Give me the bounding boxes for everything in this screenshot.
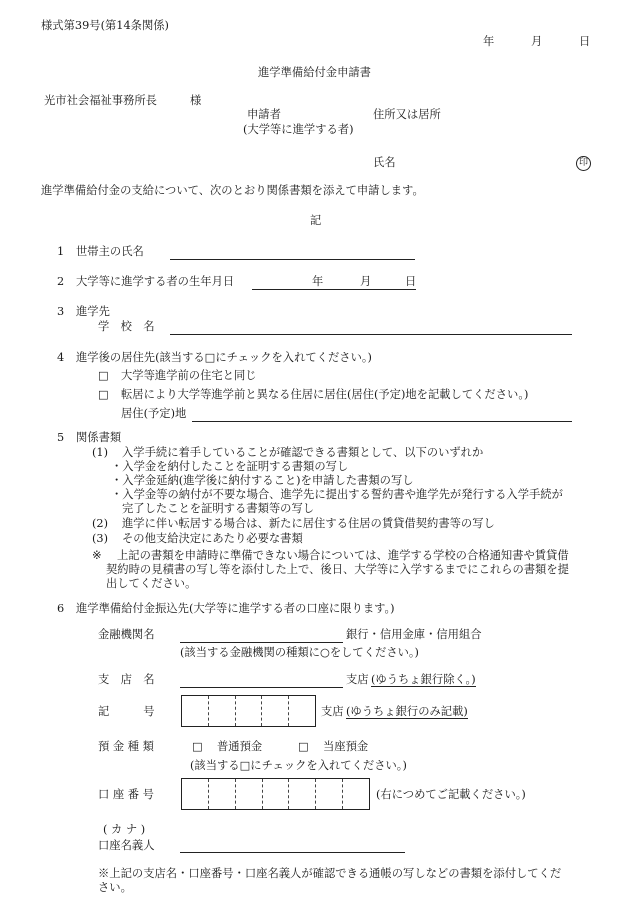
symbol-suffix: 支店 bbox=[321, 705, 344, 718]
item6-label: 進学準備給付金振込先(大学等に進学する者の口座に限ります。) bbox=[76, 602, 395, 615]
account-digit-cell[interactable] bbox=[263, 779, 290, 809]
item5-label: 関係書類 bbox=[76, 431, 122, 444]
current-deposit-checkbox[interactable]: □ bbox=[298, 740, 309, 753]
doc1-option-c: ・入学金等の納付が不要な場合、進学先に提出する誓約書や進学先が発行する入学手続が bbox=[111, 488, 563, 501]
note-line3: 出してください。 bbox=[106, 577, 197, 590]
branch-note: (ゆうちょ銀行除く。) bbox=[371, 673, 476, 686]
account-digit-cell[interactable] bbox=[236, 779, 263, 809]
date-month-label: 月 bbox=[531, 35, 543, 48]
account-digit-cell[interactable] bbox=[289, 779, 316, 809]
symbol-note: (ゆうちょ銀行のみ記載) bbox=[346, 705, 468, 718]
account-holder-label: 口座名義人 bbox=[98, 839, 155, 852]
bank-institution-note: (該当する金融機関の種類に○をしてください。) bbox=[180, 646, 419, 659]
holder-kana-label: ( カ ナ ) bbox=[103, 823, 146, 836]
symbol-digit-cell[interactable] bbox=[236, 696, 263, 726]
addressee-honorific: 様 bbox=[190, 94, 202, 107]
household-head-name-field[interactable] bbox=[170, 259, 415, 260]
item6-number: 6 bbox=[57, 602, 65, 615]
item4-number: 4 bbox=[57, 351, 65, 364]
item3-label: 進学先 bbox=[76, 305, 110, 318]
ordinary-deposit-label: 普通預金 bbox=[217, 740, 263, 753]
addressee-name: 光市社会福祉事務所長 bbox=[44, 94, 157, 107]
item4-label: 進学後の居住先(該当する□にチェックを入れてください。) bbox=[76, 351, 372, 364]
applicant-label: 申請者 bbox=[247, 108, 281, 121]
note-mark: ※ bbox=[92, 549, 102, 562]
symbol-digit-cell[interactable] bbox=[289, 696, 315, 726]
seal-mark: 印 bbox=[576, 156, 591, 171]
current-deposit-label: 当座預金 bbox=[323, 740, 369, 753]
account-number-note: (右につめてご記載ください。) bbox=[376, 788, 526, 801]
item3-number: 3 bbox=[57, 305, 65, 318]
school-name-field[interactable] bbox=[170, 334, 572, 335]
planned-residence-field[interactable] bbox=[192, 421, 572, 422]
note-line1: 上記の書類を申請時に準備できない場合については、進学する学校の合格通知書や賃貸借 bbox=[117, 549, 569, 562]
item1-number: 1 bbox=[57, 245, 65, 258]
symbol-digit-boxes[interactable] bbox=[181, 695, 316, 727]
ordinary-deposit-checkbox[interactable]: □ bbox=[192, 740, 203, 753]
symbol-digit-cell[interactable] bbox=[182, 696, 209, 726]
account-number-boxes[interactable] bbox=[181, 778, 370, 810]
doc2-number: (2) bbox=[92, 517, 109, 530]
birth-year-label: 年 bbox=[312, 275, 324, 288]
applicant-address-label: 住所又は居所 bbox=[373, 108, 441, 121]
account-holder-field[interactable] bbox=[180, 852, 405, 853]
date-year-label: 年 bbox=[483, 35, 495, 48]
branch-suffix: 支店 bbox=[346, 673, 369, 686]
residence-moved-checkbox[interactable]: □ bbox=[98, 388, 109, 401]
residence-same-checkbox[interactable]: □ bbox=[98, 369, 109, 382]
doc2-text: 進学に伴い転居する場合は、新たに居住する住居の賃貸借契約書等の写し bbox=[122, 517, 495, 530]
symbol-digit-cell[interactable] bbox=[209, 696, 236, 726]
account-digit-cell[interactable] bbox=[343, 779, 369, 809]
bank-institution-field[interactable] bbox=[180, 642, 343, 643]
birth-month-label: 月 bbox=[360, 275, 372, 288]
item1-label: 世帯主の氏名 bbox=[76, 245, 144, 258]
account-number-label: 口 座 番 号 bbox=[98, 788, 154, 801]
note-line2: 契約時の見積書の写し等を添付した上で、後日、大学等に入学するまでにこれらの書類を提 bbox=[106, 563, 569, 576]
symbol-label: 記 号 bbox=[98, 705, 155, 718]
ki-heading: 記 bbox=[310, 214, 322, 227]
bank-institution-label: 金融機関名 bbox=[98, 628, 155, 641]
branch-name-label: 支 店 名 bbox=[98, 673, 155, 686]
account-type-note: (該当する□にチェックを入れてください。) bbox=[190, 759, 407, 772]
doc1-number: (1) bbox=[92, 446, 109, 459]
school-name-label: 学 校 名 bbox=[98, 320, 155, 333]
symbol-digit-cell[interactable] bbox=[262, 696, 289, 726]
doc3-number: (3) bbox=[92, 532, 109, 545]
date-day-label: 日 bbox=[579, 35, 591, 48]
doc1-option-a: ・入学金を納付したことを証明する書類の写し bbox=[111, 460, 349, 473]
applicant-label-sub: (大学等に進学する者) bbox=[243, 123, 354, 136]
account-digit-cell[interactable] bbox=[209, 779, 236, 809]
birthdate-field[interactable] bbox=[252, 289, 416, 290]
birth-day-label: 日 bbox=[405, 275, 417, 288]
intro-text: 進学準備給付金の支給について、次のとおり関係書類を添えて申請します。 bbox=[41, 184, 424, 197]
doc1-option-c-cont: 完了したことを証明する書類等の写し bbox=[122, 502, 315, 515]
item2-label: 大学等に進学する者の生年月日 bbox=[76, 275, 235, 288]
bank-institution-suffix: 銀行・信用金庫・信用組合 bbox=[346, 628, 482, 641]
item2-number: 2 bbox=[57, 275, 65, 288]
residence-moved-label: 転居により大学等進学前と異なる住居に居住(居住(予定)地を記載してください。) bbox=[121, 388, 529, 401]
planned-residence-label: 居住(予定)地 bbox=[121, 407, 187, 420]
footer-note-line2: さい。 bbox=[98, 881, 132, 894]
applicant-name-label: 氏名 bbox=[373, 156, 396, 169]
doc1-option-b: ・入学金延納(進学後に納付すること)を申請した書類の写し bbox=[111, 474, 414, 487]
doc3-text: その他支給決定にあたり必要な書類 bbox=[122, 532, 303, 545]
account-type-label: 預 金 種 類 bbox=[98, 740, 154, 753]
residence-same-label: 大学等進学前の住宅と同じ bbox=[121, 369, 257, 382]
account-digit-cell[interactable] bbox=[316, 779, 343, 809]
form-number: 様式第39号(第14条関係) bbox=[41, 19, 169, 32]
item5-number: 5 bbox=[57, 431, 65, 444]
account-digit-cell[interactable] bbox=[182, 779, 209, 809]
document-title: 進学準備給付金申請書 bbox=[258, 66, 371, 79]
footer-note-line1: ※上記の支店名・口座番号・口座名義人が確認できる通帳の写しなどの書類を添付してくだ bbox=[98, 867, 562, 880]
doc1-text: 入学手続に着手していることが確認できる書類として、以下のいずれか bbox=[122, 446, 484, 459]
branch-name-field[interactable] bbox=[180, 687, 343, 688]
